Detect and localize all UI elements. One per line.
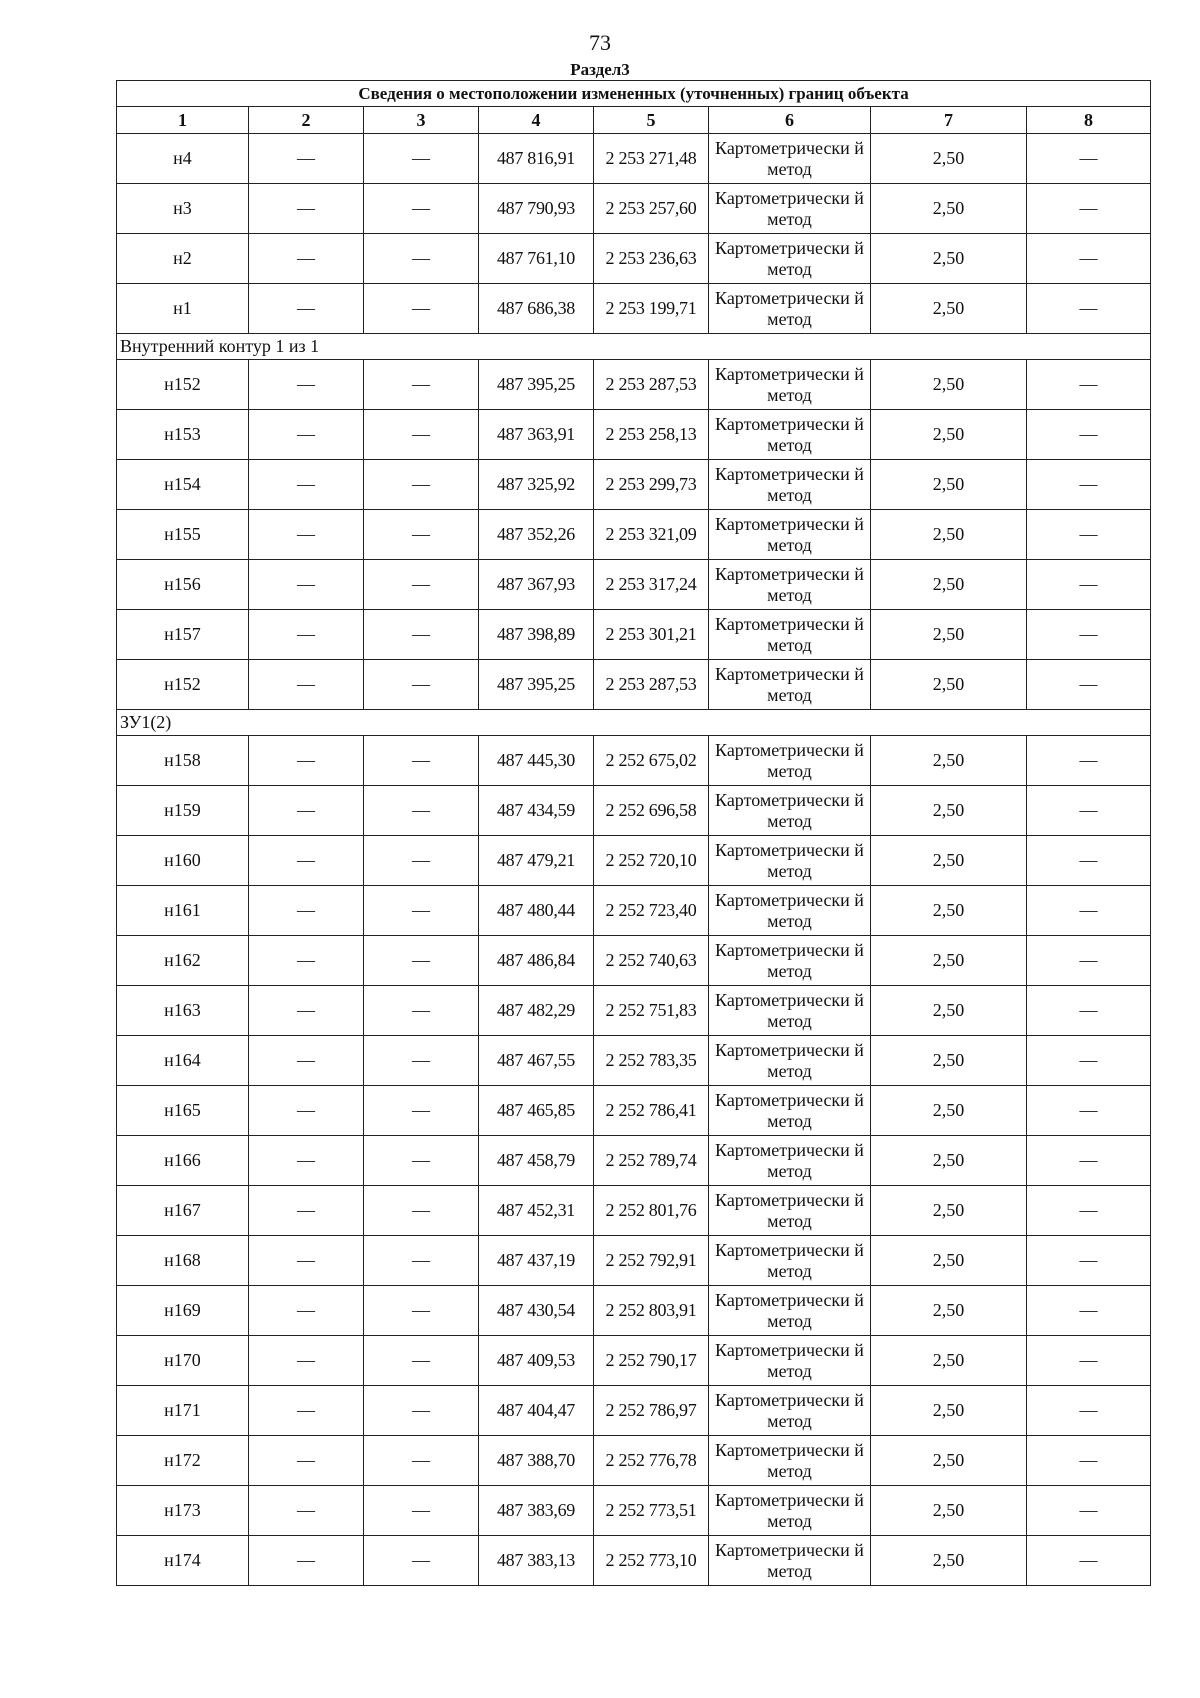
contour-label: ЗУ1(2) bbox=[117, 710, 1151, 736]
column-2-cell: — bbox=[249, 1086, 364, 1136]
column-8-cell: — bbox=[1027, 134, 1151, 184]
column-3-cell: — bbox=[364, 736, 479, 786]
y-coordinate-cell: 2 252 801,76 bbox=[594, 1186, 709, 1236]
accuracy-cell: 2,50 bbox=[871, 610, 1027, 660]
y-coordinate-cell: 2 252 773,10 bbox=[594, 1536, 709, 1586]
column-2-cell: — bbox=[249, 234, 364, 284]
column-2-cell: — bbox=[249, 360, 364, 410]
contour-label-row bbox=[117, 334, 1151, 360]
column-3-cell: — bbox=[364, 1486, 479, 1536]
column-header: 1 bbox=[117, 107, 249, 134]
method-cell: Картометрически й метод bbox=[709, 460, 871, 510]
column-8-cell: — bbox=[1027, 610, 1151, 660]
x-coordinate-cell: 487 395,25 bbox=[479, 360, 594, 410]
accuracy-cell: 2,50 bbox=[871, 1136, 1027, 1186]
table-row bbox=[117, 510, 1151, 560]
contour-label-row bbox=[117, 710, 1151, 736]
column-3-cell: — bbox=[364, 1136, 479, 1186]
accuracy-cell: 2,50 bbox=[871, 460, 1027, 510]
y-coordinate-cell: 2 252 792,91 bbox=[594, 1236, 709, 1286]
point-id-cell: н168 bbox=[117, 1236, 249, 1286]
column-3-cell: — bbox=[364, 184, 479, 234]
column-header-row bbox=[117, 107, 1151, 134]
column-2-cell: — bbox=[249, 1036, 364, 1086]
table-row bbox=[117, 936, 1151, 986]
column-8-cell: — bbox=[1027, 410, 1151, 460]
method-cell: Картометрически й метод bbox=[709, 1536, 871, 1586]
y-coordinate-cell: 2 252 675,02 bbox=[594, 736, 709, 786]
point-id-cell: н2 bbox=[117, 234, 249, 284]
point-id-cell: н158 bbox=[117, 736, 249, 786]
accuracy-cell: 2,50 bbox=[871, 786, 1027, 836]
y-coordinate-cell: 2 252 773,51 bbox=[594, 1486, 709, 1536]
table-row bbox=[117, 560, 1151, 610]
y-coordinate-cell: 2 253 287,53 bbox=[594, 360, 709, 410]
method-cell: Картометрически й метод bbox=[709, 886, 871, 936]
column-3-cell: — bbox=[364, 1286, 479, 1336]
method-cell: Картометрически й метод bbox=[709, 1236, 871, 1286]
point-id-cell: н162 bbox=[117, 936, 249, 986]
column-header: 2 bbox=[249, 107, 364, 134]
column-8-cell: — bbox=[1027, 1036, 1151, 1086]
point-id-cell: н156 bbox=[117, 560, 249, 610]
point-id-cell: н163 bbox=[117, 986, 249, 1036]
point-id-cell: н161 bbox=[117, 886, 249, 936]
table-row bbox=[117, 360, 1151, 410]
column-2-cell: — bbox=[249, 886, 364, 936]
table-row bbox=[117, 1436, 1151, 1486]
table-body bbox=[117, 81, 1151, 1586]
column-2-cell: — bbox=[249, 936, 364, 986]
x-coordinate-cell: 487 816,91 bbox=[479, 134, 594, 184]
table-row bbox=[117, 1036, 1151, 1086]
column-header: 7 bbox=[871, 107, 1027, 134]
column-8-cell: — bbox=[1027, 936, 1151, 986]
column-2-cell: — bbox=[249, 460, 364, 510]
y-coordinate-cell: 2 253 257,60 bbox=[594, 184, 709, 234]
method-cell: Картометрически й метод bbox=[709, 1036, 871, 1086]
method-cell: Картометрически й метод bbox=[709, 936, 871, 986]
column-3-cell: — bbox=[364, 1536, 479, 1586]
point-id-cell: н170 bbox=[117, 1336, 249, 1386]
column-8-cell: — bbox=[1027, 560, 1151, 610]
y-coordinate-cell: 2 253 317,24 bbox=[594, 560, 709, 610]
x-coordinate-cell: 487 480,44 bbox=[479, 886, 594, 936]
column-header: 5 bbox=[594, 107, 709, 134]
table-row bbox=[117, 1236, 1151, 1286]
column-8-cell: — bbox=[1027, 360, 1151, 410]
x-coordinate-cell: 487 352,26 bbox=[479, 510, 594, 560]
section-title: Раздел3 bbox=[570, 60, 630, 79]
column-3-cell: — bbox=[364, 660, 479, 710]
method-cell: Картометрически й метод bbox=[709, 510, 871, 560]
method-cell: Картометрически й метод bbox=[709, 836, 871, 886]
table-row bbox=[117, 736, 1151, 786]
column-2-cell: — bbox=[249, 284, 364, 334]
y-coordinate-cell: 2 252 783,35 bbox=[594, 1036, 709, 1086]
accuracy-cell: 2,50 bbox=[871, 184, 1027, 234]
column-3-cell: — bbox=[364, 460, 479, 510]
method-cell: Картометрически й метод bbox=[709, 1136, 871, 1186]
y-coordinate-cell: 2 253 258,13 bbox=[594, 410, 709, 460]
column-2-cell: — bbox=[249, 410, 364, 460]
method-cell: Картометрически й метод bbox=[709, 134, 871, 184]
point-id-cell: н172 bbox=[117, 1436, 249, 1486]
x-coordinate-cell: 487 790,93 bbox=[479, 184, 594, 234]
accuracy-cell: 2,50 bbox=[871, 1186, 1027, 1236]
column-3-cell: — bbox=[364, 986, 479, 1036]
column-2-cell: — bbox=[249, 1386, 364, 1436]
table-row bbox=[117, 1186, 1151, 1236]
accuracy-cell: 2,50 bbox=[871, 1086, 1027, 1136]
column-header: 6 bbox=[709, 107, 871, 134]
y-coordinate-cell: 2 253 271,48 bbox=[594, 134, 709, 184]
column-2-cell: — bbox=[249, 1436, 364, 1486]
point-id-cell: н3 bbox=[117, 184, 249, 234]
point-id-cell: н1 bbox=[117, 284, 249, 334]
accuracy-cell: 2,50 bbox=[871, 134, 1027, 184]
method-cell: Картометрически й метод bbox=[709, 1386, 871, 1436]
point-id-cell: н157 bbox=[117, 610, 249, 660]
column-3-cell: — bbox=[364, 1036, 479, 1086]
x-coordinate-cell: 487 383,13 bbox=[479, 1536, 594, 1586]
y-coordinate-cell: 2 252 803,91 bbox=[594, 1286, 709, 1336]
y-coordinate-cell: 2 252 786,41 bbox=[594, 1086, 709, 1136]
method-cell: Картометрически й метод bbox=[709, 1436, 871, 1486]
accuracy-cell: 2,50 bbox=[871, 660, 1027, 710]
table-row bbox=[117, 1386, 1151, 1436]
point-id-cell: н159 bbox=[117, 786, 249, 836]
point-id-cell: н167 bbox=[117, 1186, 249, 1236]
column-8-cell: — bbox=[1027, 460, 1151, 510]
column-8-cell: — bbox=[1027, 986, 1151, 1036]
table-row bbox=[117, 134, 1151, 184]
table-row bbox=[117, 610, 1151, 660]
x-coordinate-cell: 487 383,69 bbox=[479, 1486, 594, 1536]
method-cell: Картометрически й метод bbox=[709, 736, 871, 786]
method-cell: Картометрически й метод bbox=[709, 1336, 871, 1386]
x-coordinate-cell: 487 404,47 bbox=[479, 1386, 594, 1436]
column-8-cell: — bbox=[1027, 1136, 1151, 1186]
column-2-cell: — bbox=[249, 1536, 364, 1586]
table-row bbox=[117, 1486, 1151, 1536]
column-8-cell: — bbox=[1027, 510, 1151, 560]
point-id-cell: н152 bbox=[117, 660, 249, 710]
point-id-cell: н155 bbox=[117, 510, 249, 560]
x-coordinate-cell: 487 430,54 bbox=[479, 1286, 594, 1336]
accuracy-cell: 2,50 bbox=[871, 1236, 1027, 1286]
table-row bbox=[117, 410, 1151, 460]
method-cell: Картометрически й метод bbox=[709, 360, 871, 410]
column-3-cell: — bbox=[364, 510, 479, 560]
column-8-cell: — bbox=[1027, 1536, 1151, 1586]
column-8-cell: — bbox=[1027, 1486, 1151, 1536]
column-3-cell: — bbox=[364, 560, 479, 610]
table-caption: Сведения о местоположении измененных (уточненных) границ объекта bbox=[117, 81, 1151, 107]
column-2-cell: — bbox=[249, 836, 364, 886]
method-cell: Картометрически й метод bbox=[709, 234, 871, 284]
accuracy-cell: 2,50 bbox=[871, 986, 1027, 1036]
x-coordinate-cell: 487 486,84 bbox=[479, 936, 594, 986]
column-3-cell: — bbox=[364, 1436, 479, 1486]
column-3-cell: — bbox=[364, 610, 479, 660]
column-3-cell: — bbox=[364, 410, 479, 460]
y-coordinate-cell: 2 253 236,63 bbox=[594, 234, 709, 284]
table-row bbox=[117, 886, 1151, 936]
column-8-cell: — bbox=[1027, 786, 1151, 836]
y-coordinate-cell: 2 252 720,10 bbox=[594, 836, 709, 886]
column-2-cell: — bbox=[249, 736, 364, 786]
column-header: 8 bbox=[1027, 107, 1151, 134]
x-coordinate-cell: 487 458,79 bbox=[479, 1136, 594, 1186]
boundary-points-table bbox=[116, 80, 1151, 1586]
table-row bbox=[117, 284, 1151, 334]
column-8-cell: — bbox=[1027, 736, 1151, 786]
method-cell: Картометрически й метод bbox=[709, 184, 871, 234]
accuracy-cell: 2,50 bbox=[871, 1386, 1027, 1436]
accuracy-cell: 2,50 bbox=[871, 836, 1027, 886]
x-coordinate-cell: 487 445,30 bbox=[479, 736, 594, 786]
table-row bbox=[117, 1336, 1151, 1386]
column-3-cell: — bbox=[364, 360, 479, 410]
method-cell: Картометрически й метод bbox=[709, 1286, 871, 1336]
accuracy-cell: 2,50 bbox=[871, 284, 1027, 334]
method-cell: Картометрически й метод bbox=[709, 284, 871, 334]
method-cell: Картометрически й метод bbox=[709, 786, 871, 836]
column-2-cell: — bbox=[249, 1186, 364, 1236]
point-id-cell: н166 bbox=[117, 1136, 249, 1186]
x-coordinate-cell: 487 398,89 bbox=[479, 610, 594, 660]
column-3-cell: — bbox=[364, 836, 479, 886]
accuracy-cell: 2,50 bbox=[871, 1486, 1027, 1536]
x-coordinate-cell: 487 409,53 bbox=[479, 1336, 594, 1386]
accuracy-cell: 2,50 bbox=[871, 410, 1027, 460]
x-coordinate-cell: 487 479,21 bbox=[479, 836, 594, 886]
accuracy-cell: 2,50 bbox=[871, 510, 1027, 560]
point-id-cell: н165 bbox=[117, 1086, 249, 1136]
y-coordinate-cell: 2 252 751,83 bbox=[594, 986, 709, 1036]
column-8-cell: — bbox=[1027, 1186, 1151, 1236]
table-row bbox=[117, 1536, 1151, 1586]
column-8-cell: — bbox=[1027, 1086, 1151, 1136]
point-id-cell: н173 bbox=[117, 1486, 249, 1536]
x-coordinate-cell: 487 465,85 bbox=[479, 1086, 594, 1136]
y-coordinate-cell: 2 252 790,17 bbox=[594, 1336, 709, 1386]
y-coordinate-cell: 2 252 789,74 bbox=[594, 1136, 709, 1186]
column-8-cell: — bbox=[1027, 284, 1151, 334]
accuracy-cell: 2,50 bbox=[871, 1536, 1027, 1586]
method-cell: Картометрически й метод bbox=[709, 1186, 871, 1236]
y-coordinate-cell: 2 252 776,78 bbox=[594, 1436, 709, 1486]
column-2-cell: — bbox=[249, 1486, 364, 1536]
x-coordinate-cell: 487 482,29 bbox=[479, 986, 594, 1036]
page-number: 73 bbox=[589, 30, 611, 55]
x-coordinate-cell: 487 452,31 bbox=[479, 1186, 594, 1236]
method-cell: Картометрически й метод bbox=[709, 1086, 871, 1136]
column-header: 3 bbox=[364, 107, 479, 134]
point-id-cell: н171 bbox=[117, 1386, 249, 1436]
column-3-cell: — bbox=[364, 786, 479, 836]
table-row bbox=[117, 1136, 1151, 1186]
column-2-cell: — bbox=[249, 1236, 364, 1286]
point-id-cell: н4 bbox=[117, 134, 249, 184]
table-row bbox=[117, 460, 1151, 510]
method-cell: Картометрически й метод bbox=[709, 1486, 871, 1536]
column-2-cell: — bbox=[249, 134, 364, 184]
x-coordinate-cell: 487 437,19 bbox=[479, 1236, 594, 1286]
column-8-cell: — bbox=[1027, 1386, 1151, 1436]
y-coordinate-cell: 2 252 696,58 bbox=[594, 786, 709, 836]
x-coordinate-cell: 487 686,38 bbox=[479, 284, 594, 334]
column-8-cell: — bbox=[1027, 234, 1151, 284]
contour-label: Внутренний контур 1 из 1 bbox=[117, 334, 1151, 360]
column-8-cell: — bbox=[1027, 1286, 1151, 1336]
column-2-cell: — bbox=[249, 510, 364, 560]
x-coordinate-cell: 487 467,55 bbox=[479, 1036, 594, 1086]
x-coordinate-cell: 487 367,93 bbox=[479, 560, 594, 610]
accuracy-cell: 2,50 bbox=[871, 736, 1027, 786]
column-2-cell: — bbox=[249, 184, 364, 234]
y-coordinate-cell: 2 253 287,53 bbox=[594, 660, 709, 710]
column-2-cell: — bbox=[249, 1286, 364, 1336]
x-coordinate-cell: 487 363,91 bbox=[479, 410, 594, 460]
column-2-cell: — bbox=[249, 610, 364, 660]
point-id-cell: н164 bbox=[117, 1036, 249, 1086]
table-caption-row bbox=[117, 81, 1151, 107]
column-3-cell: — bbox=[364, 936, 479, 986]
point-id-cell: н169 bbox=[117, 1286, 249, 1336]
accuracy-cell: 2,50 bbox=[871, 360, 1027, 410]
y-coordinate-cell: 2 253 321,09 bbox=[594, 510, 709, 560]
accuracy-cell: 2,50 bbox=[871, 234, 1027, 284]
y-coordinate-cell: 2 252 723,40 bbox=[594, 886, 709, 936]
accuracy-cell: 2,50 bbox=[871, 560, 1027, 610]
column-header: 4 bbox=[479, 107, 594, 134]
column-3-cell: — bbox=[364, 1236, 479, 1286]
point-id-cell: н152 bbox=[117, 360, 249, 410]
x-coordinate-cell: 487 325,92 bbox=[479, 460, 594, 510]
method-cell: Картометрически й метод bbox=[709, 986, 871, 1036]
table-row bbox=[117, 836, 1151, 886]
method-cell: Картометрически й метод bbox=[709, 660, 871, 710]
point-id-cell: н154 bbox=[117, 460, 249, 510]
accuracy-cell: 2,50 bbox=[871, 886, 1027, 936]
x-coordinate-cell: 487 761,10 bbox=[479, 234, 594, 284]
y-coordinate-cell: 2 253 299,73 bbox=[594, 460, 709, 510]
column-8-cell: — bbox=[1027, 1236, 1151, 1286]
method-cell: Картометрически й метод bbox=[709, 610, 871, 660]
column-8-cell: — bbox=[1027, 660, 1151, 710]
method-cell: Картометрически й метод bbox=[709, 410, 871, 460]
point-id-cell: н174 bbox=[117, 1536, 249, 1586]
column-2-cell: — bbox=[249, 786, 364, 836]
column-3-cell: — bbox=[364, 284, 479, 334]
column-2-cell: — bbox=[249, 1136, 364, 1186]
table-row bbox=[117, 184, 1151, 234]
table-row bbox=[117, 986, 1151, 1036]
column-2-cell: — bbox=[249, 1336, 364, 1386]
column-2-cell: — bbox=[249, 986, 364, 1036]
point-id-cell: н160 bbox=[117, 836, 249, 886]
column-3-cell: — bbox=[364, 886, 479, 936]
table-row bbox=[117, 234, 1151, 284]
table-row bbox=[117, 1086, 1151, 1136]
column-3-cell: — bbox=[364, 1386, 479, 1436]
column-2-cell: — bbox=[249, 660, 364, 710]
accuracy-cell: 2,50 bbox=[871, 936, 1027, 986]
column-8-cell: — bbox=[1027, 886, 1151, 936]
column-8-cell: — bbox=[1027, 184, 1151, 234]
column-3-cell: — bbox=[364, 1186, 479, 1236]
x-coordinate-cell: 487 388,70 bbox=[479, 1436, 594, 1486]
column-3-cell: — bbox=[364, 234, 479, 284]
column-8-cell: — bbox=[1027, 1336, 1151, 1386]
table-row bbox=[117, 1286, 1151, 1336]
column-2-cell: — bbox=[249, 560, 364, 610]
column-3-cell: — bbox=[364, 1336, 479, 1386]
table-row bbox=[117, 660, 1151, 710]
accuracy-cell: 2,50 bbox=[871, 1436, 1027, 1486]
y-coordinate-cell: 2 252 786,97 bbox=[594, 1386, 709, 1436]
accuracy-cell: 2,50 bbox=[871, 1036, 1027, 1086]
method-cell: Картометрически й метод bbox=[709, 560, 871, 610]
point-id-cell: н153 bbox=[117, 410, 249, 460]
y-coordinate-cell: 2 253 199,71 bbox=[594, 284, 709, 334]
column-8-cell: — bbox=[1027, 1436, 1151, 1486]
y-coordinate-cell: 2 253 301,21 bbox=[594, 610, 709, 660]
x-coordinate-cell: 487 434,59 bbox=[479, 786, 594, 836]
column-3-cell: — bbox=[364, 1086, 479, 1136]
x-coordinate-cell: 487 395,25 bbox=[479, 660, 594, 710]
table-row bbox=[117, 786, 1151, 836]
accuracy-cell: 2,50 bbox=[871, 1286, 1027, 1336]
column-3-cell: — bbox=[364, 134, 479, 184]
column-8-cell: — bbox=[1027, 836, 1151, 886]
y-coordinate-cell: 2 252 740,63 bbox=[594, 936, 709, 986]
accuracy-cell: 2,50 bbox=[871, 1336, 1027, 1386]
